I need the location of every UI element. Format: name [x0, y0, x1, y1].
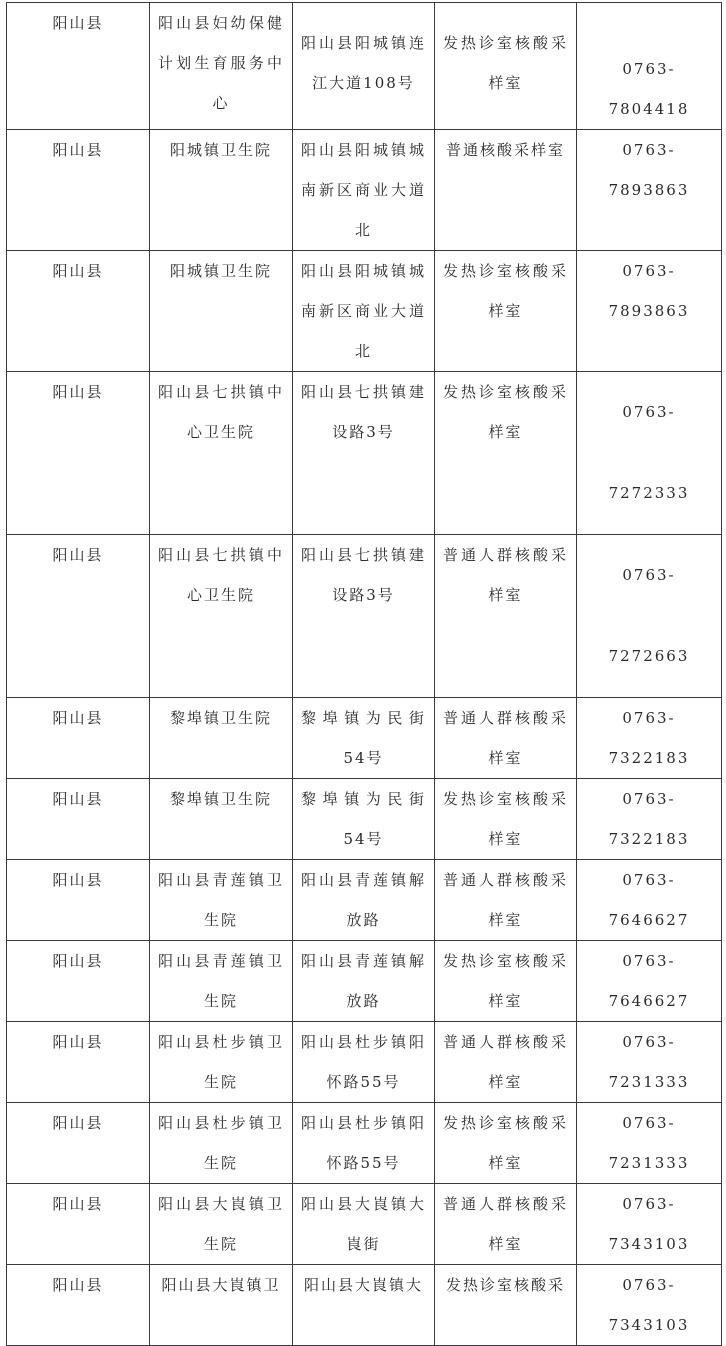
- county-cell: 阳山县: [7, 1265, 150, 1346]
- table-row: [7, 372, 722, 535]
- county-cell: 阳山县: [7, 1022, 150, 1103]
- table-row: [7, 941, 722, 1022]
- facility-cell: 阳山县妇幼保健计划生育服务中心: [150, 3, 293, 130]
- address-cell: 阳山县七拱镇建设路3号: [293, 372, 435, 535]
- county-cell: 阳山县: [7, 779, 150, 860]
- room-type-cell: 普通人群核酸采样室: [435, 535, 577, 698]
- address-cell: 阳山县杜步镇阳怀路55号: [293, 1022, 435, 1103]
- room-type-cell: 发热诊室核酸采: [435, 1265, 577, 1346]
- address-cell: 阳山县青莲镇解放路: [293, 941, 435, 1022]
- county-cell: 阳山县: [7, 860, 150, 941]
- county-cell: 阳山县: [7, 1184, 150, 1265]
- room-type-cell: 发热诊室核酸采样室: [435, 941, 577, 1022]
- phone-cell: 0763-7893863: [577, 130, 722, 251]
- room-type-cell: 普通人群核酸采样室: [435, 698, 577, 779]
- phone-cell: 0763-7804418: [577, 3, 722, 130]
- table-row: [7, 860, 722, 941]
- room-type-cell: 发热诊室核酸采样室: [435, 779, 577, 860]
- table-row: [7, 251, 722, 372]
- facility-cell: 阳山县大崀镇卫生院: [150, 1184, 293, 1265]
- facility-cell: 黎埠镇卫生院: [150, 698, 293, 779]
- address-cell: 黎埠镇为民街54号: [293, 698, 435, 779]
- room-type-cell: 普通人群核酸采样室: [435, 1184, 577, 1265]
- county-cell: 阳山县: [7, 535, 150, 698]
- phone-cell: 0763-7272333: [577, 372, 722, 535]
- facility-cell: 阳山县杜步镇卫生院: [150, 1022, 293, 1103]
- county-cell: 阳山县: [7, 372, 150, 535]
- table-row: [7, 3, 722, 130]
- room-type-cell: 普通人群核酸采样室: [435, 860, 577, 941]
- phone-cell: 0763-7322183: [577, 698, 722, 779]
- address-cell: 阳山县七拱镇建设路3号: [293, 535, 435, 698]
- phone-cell: 0763-7272663: [577, 535, 722, 698]
- room-type-cell: 发热诊室核酸采样室: [435, 372, 577, 535]
- address-cell: 阳山县杜步镇阳怀路55号: [293, 1103, 435, 1184]
- phone-cell: 0763-7231333: [577, 1103, 722, 1184]
- table-row: [7, 1184, 722, 1265]
- address-cell: 阳山县阳城镇连江大道108号: [293, 3, 435, 130]
- facility-cell: 阳山县青莲镇卫生院: [150, 941, 293, 1022]
- facility-cell: 黎埠镇卫生院: [150, 779, 293, 860]
- address-cell: 阳山县青莲镇解放路: [293, 860, 435, 941]
- county-cell: 阳山县: [7, 251, 150, 372]
- table-row: [7, 535, 722, 698]
- room-type-cell: 发热诊室核酸采样室: [435, 3, 577, 130]
- table-row: [7, 1103, 722, 1184]
- facility-cell: 阳山县七拱镇中心卫生院: [150, 535, 293, 698]
- phone-cell: 0763-7646627: [577, 941, 722, 1022]
- county-cell: 阳山县: [7, 941, 150, 1022]
- phone-cell: 0763-7231333: [577, 1022, 722, 1103]
- address-cell: 黎埠镇为民街54号: [293, 779, 435, 860]
- county-cell: 阳山县: [7, 1103, 150, 1184]
- facility-cell: 阳山县大崀镇卫: [150, 1265, 293, 1346]
- room-type-cell: 普通核酸采样室: [435, 130, 577, 251]
- facility-cell: 阳山县青莲镇卫生院: [150, 860, 293, 941]
- table-row: [7, 698, 722, 779]
- table-row: [7, 779, 722, 860]
- phone-cell: 0763-7343103: [577, 1184, 722, 1265]
- room-type-cell: 普通人群核酸采样室: [435, 1022, 577, 1103]
- phone-cell: 0763-7322183: [577, 779, 722, 860]
- county-cell: 阳山县: [7, 698, 150, 779]
- address-cell: 阳山县大崀镇大崀街: [293, 1184, 435, 1265]
- phone-cell: 0763-7893863: [577, 251, 722, 372]
- sampling-sites-table: [6, 2, 722, 1346]
- facility-cell: 阳城镇卫生院: [150, 130, 293, 251]
- facility-cell: 阳城镇卫生院: [150, 251, 293, 372]
- table-row: [7, 1265, 722, 1346]
- address-cell: 阳山县大崀镇大: [293, 1265, 435, 1346]
- county-cell: 阳山县: [7, 3, 150, 130]
- room-type-cell: 发热诊室核酸采样室: [435, 251, 577, 372]
- table-row: [7, 1022, 722, 1103]
- address-cell: 阳山县阳城镇城南新区商业大道北: [293, 130, 435, 251]
- facility-cell: 阳山县七拱镇中心卫生院: [150, 372, 293, 535]
- address-cell: 阳山县阳城镇城南新区商业大道北: [293, 251, 435, 372]
- table-row: [7, 130, 722, 251]
- county-cell: 阳山县: [7, 130, 150, 251]
- room-type-cell: 发热诊室核酸采样室: [435, 1103, 577, 1184]
- facility-cell: 阳山县杜步镇卫生院: [150, 1103, 293, 1184]
- phone-cell: 0763-7343103: [577, 1265, 722, 1346]
- phone-cell: 0763-7646627: [577, 860, 722, 941]
